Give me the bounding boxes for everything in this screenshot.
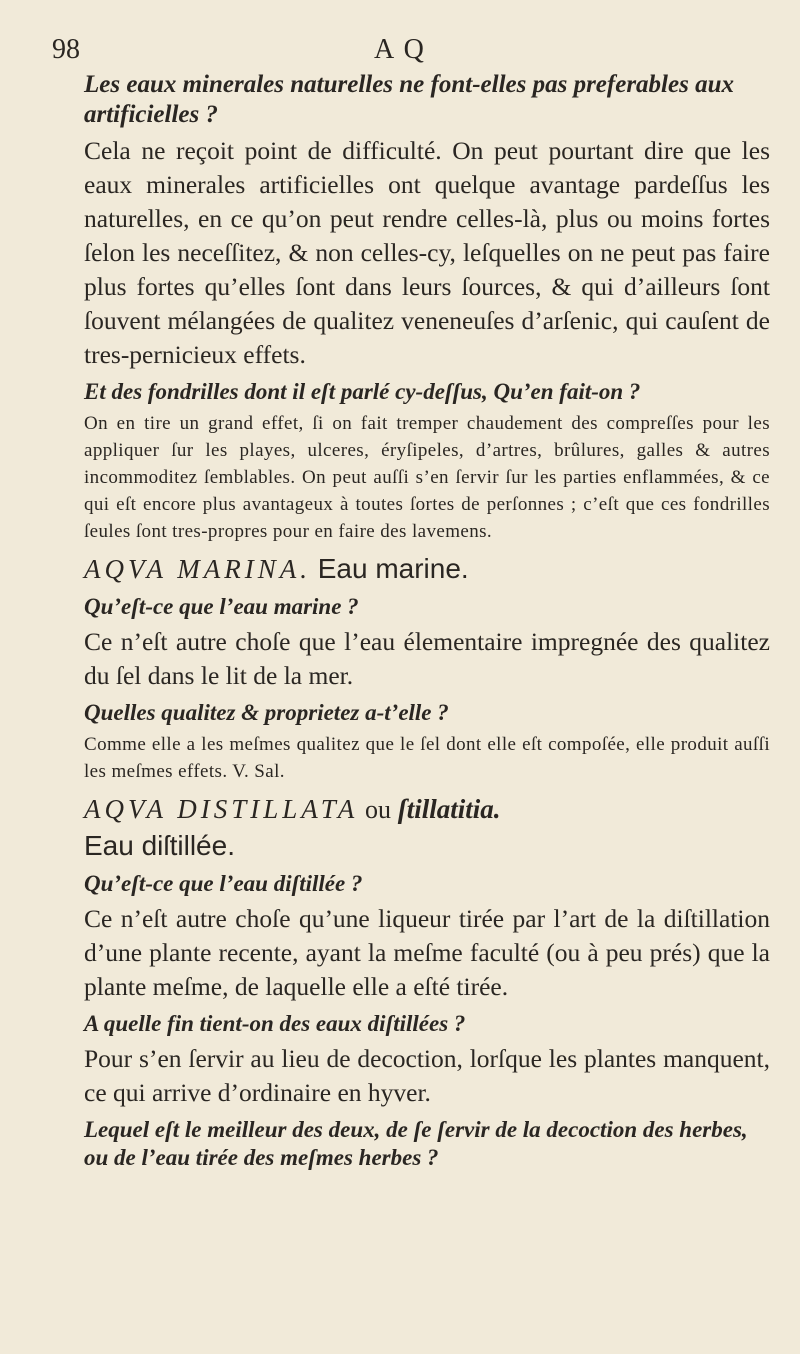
running-head: A Q (374, 34, 426, 65)
entry-conjunction: ou (365, 795, 392, 824)
answer-fondrilles: On en tire un grand effet, ſi on fait tremper chaudement des compreſſes pour les appliquer ſur les playes, ulceres, éryſipeles, d’artres, brûlures, galles & autres incommoditez ſemblables. On peut auſſi s’en ſervir ſur les parties enflammées, & ce qui eſt encore plus avantageux à toutes ſortes de perſonnes ; c’eſt que ces fondrilles ſeules ſont tres-propres pour en faire des lavemens. (84, 413, 770, 542)
answer-quelle-fin: Pour s’en ſervir au lieu de decoction, lorſque les plantes manquent, ce qui arrive d’ordinaire en hyver. (84, 1044, 770, 1107)
answer-eau-marine: Ce n’eſt autre choſe que l’eau élementaire impregnée des qualitez du ſel dans le lit de la mer. (84, 627, 770, 690)
question-eau-marine: Qu’eſt-ce que l’eau marine ? (84, 594, 359, 619)
entry-latin-alt-title: ſtillatitia. (397, 794, 501, 824)
question-eau-distillee: Qu’eſt-ce que l’eau diſtillée ? (84, 871, 363, 896)
entry-latin-title: AQVA MARINA. (84, 554, 311, 584)
answer-eaux-minerales: Cela ne reçoit point de difficulté. On peut pourtant dire que les eaux minerales artificielles ont quelque avantage pardeſſus les naturelles, en ce qu’on peut rendre celles-là, plus ou moins fortes ſelon les neceſſitez, & non celles-cy, leſquelles on ne peut pas faire plus fortes qu’elles ſont dans leurs ſources, & qui d’ailleurs ſont ſouvent mélangées de qualitez veneneuſes d’arſenic, qui cauſent de tres-pernicieux effets. (84, 136, 770, 369)
question-eaux-minerales: Les eaux minerales naturelles ne font-elles pas preferables aux artificielles ? (84, 71, 734, 128)
answer-eau-distillee: Ce n’eſt autre choſe qu’une liqueur tirée par l’art de la diſtillation d’une plante recente, ayant la meſme faculté (ou à peu prés) que la plante meſme, de laquelle elle a eſté tirée. (84, 904, 770, 1001)
question-quelle-fin: A quelle fin tient-on des eaux diſtillées ? (84, 1011, 466, 1036)
question-lequel-meilleur: Lequel eſt le meilleur des deux, de ſe ſervir de la decoction des herbes, ou de l’eau tirée des meſmes herbes ? (84, 1117, 748, 1170)
question-fondrilles: Et des fondrilles dont il eſt parlé cy-deſſus, Qu’en fait-on ? (84, 379, 641, 404)
entry-french-title: Eau diſtillée. (84, 830, 235, 861)
entry-heading-aqua-distillata (84, 791, 770, 864)
question-qualitez: Quelles qualitez & proprietez a-t’elle ? (84, 700, 449, 725)
page-number: 98 (52, 34, 80, 65)
entry-latin-title: AQVA DISTILLATA (84, 794, 359, 824)
answer-qualitez: Comme elle a les meſmes qualitez que le ſel dont elle eſt compoſée, elle produit auſſi les meſmes effets. V. Sal. (84, 734, 770, 782)
entry-heading-aqua-marina (84, 551, 770, 587)
page-body (84, 70, 770, 1172)
page-header (52, 30, 770, 70)
entry-french-title: Eau marine. (317, 553, 469, 584)
